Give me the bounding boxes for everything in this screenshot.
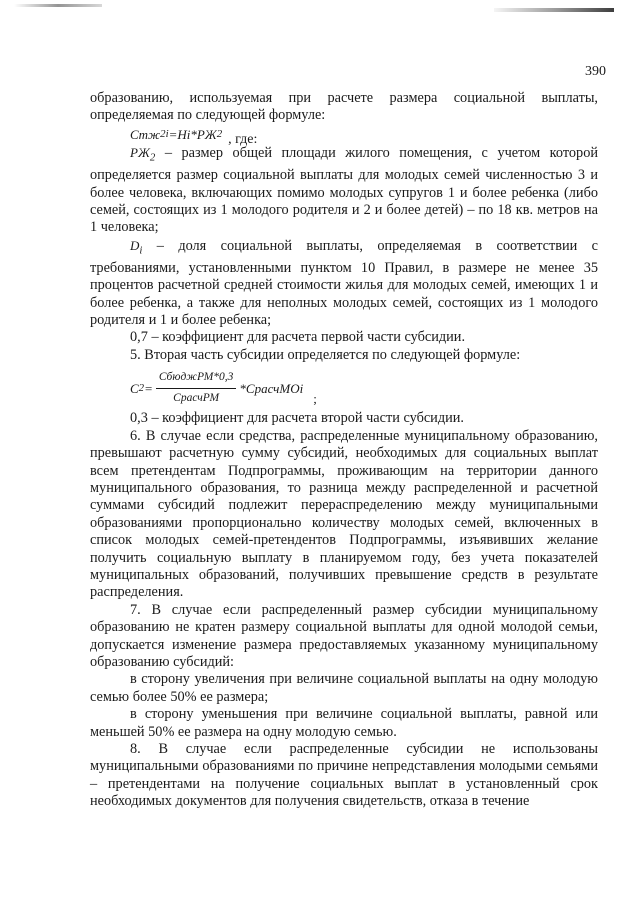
paragraph-di-definition (90, 237, 598, 330)
formula1-rhs: =Hi*PЖ (168, 126, 217, 142)
formula2-lhs-sub: 2 (138, 381, 145, 394)
paragraph-coef-07: 0,7 – коэффициент для расчета первой части субсидии. (130, 329, 466, 346)
scan-artifact-left (14, 4, 102, 7)
paragraph-rzh2-definition (90, 144, 598, 237)
paragraph-intro: образованию, используемая при расчете размера социальной выплаты, определяемая по следующей формуле: (90, 90, 598, 124)
symbol-rzh2: $PЖ_2$ (130, 145, 156, 164)
symbol-di: $D_i$ (130, 237, 143, 257)
paragraph-item-6: 6. В случае если средства, распределенные муниципальному образованию, превышают расчетную сумму субсидий, необходимых для социальных выплат всем претендентам Подпрограммы, проживающим на территории данного муниципального образования, то разница между распределенной и расчетной суммами субсидий подлежит перераспределению между муниципальными образованиями пропорционально количеству молодых семей, включенных в список молодых семей-претендентов Подпрограммы, изъявивших желание получить социальную выплату в планируемом году, без учета показателей муниципальных образований, получивших превышение средств в результате распределения. (90, 427, 598, 601)
paragraph-item-8: 8. В случае если распределенные субсидии не использованы муниципальными образованиями по причине непредставления молодыми семьями – претендентами на получение социальных выплат в установленный срок необходимых документов для получения свидетельств, отказа в течение (90, 741, 598, 810)
formula-second-part (130, 368, 598, 408)
paragraph-coef-03: 0,3 – коэффициент для расчета второй части субсидии. (130, 410, 464, 427)
scan-artifact-right (494, 8, 614, 12)
formula2-fraction (156, 369, 237, 407)
di-text: – доля социальной выплаты, определяемая в соответствии с требованиями, установленными пунктом 10 Правил, в размере не менее 35 процентов расчетной средней стоимости жилья для молодых семей, имеющих 1 и более ребенка, а также для неполных молодых семей, состоящих из 1 молодого родителя и 1 и более ребенка; (90, 237, 598, 329)
formula1-rhs-sub: 2 (216, 127, 223, 140)
formula2-numerator: CбюджРМ*0,3 (156, 369, 237, 388)
formula2-lhs: C (130, 380, 139, 396)
paragraph-decrease: в сторону уменьшения при величине социальной выплаты, равной или меньшей 50% ее размера на одну молодую семью. (90, 706, 598, 740)
formula1-lhs: Cтж (130, 126, 161, 142)
paragraph-item-5: 5. Вторая часть субсидии определяется по следующей формуле: (130, 346, 521, 363)
formula1-tail: , где: (228, 131, 258, 147)
page-number: 390 (585, 64, 606, 79)
formula2-semicolon: ; (313, 390, 317, 406)
document-body (90, 90, 598, 811)
formula2-eq: = (144, 380, 153, 396)
formula-first-part (130, 126, 598, 147)
formula1-lhs-sub: 2i (160, 127, 169, 140)
formula2-tail: *CрасчМОi (239, 380, 304, 396)
paragraph-item-7: 7. В случае если распределенный размер субсидии муниципальному образованию не кратен размеру социальной выплаты для одной молодой семьи, допускается изменение размера предоставляемых указанному муниципальному образованию субсидий: (90, 601, 598, 670)
rzh2-text: – размер общей площади жилого помещения, с учетом которой определяется размер социальной выплаты для молодых семей численностью 3 и более человека, включающих помимо молодых супругов 1 и более ребенка (либо семей, состоящих из 1 молодого родителя и 2 и более детей) – по 18 кв. метров на 1 человека; (90, 145, 598, 236)
paragraph-increase: в сторону увеличения при величине социальной выплаты на одну молодую семью более 50% ее размера; (90, 671, 598, 705)
formula2-denominator: CрасчРМ (173, 391, 220, 404)
